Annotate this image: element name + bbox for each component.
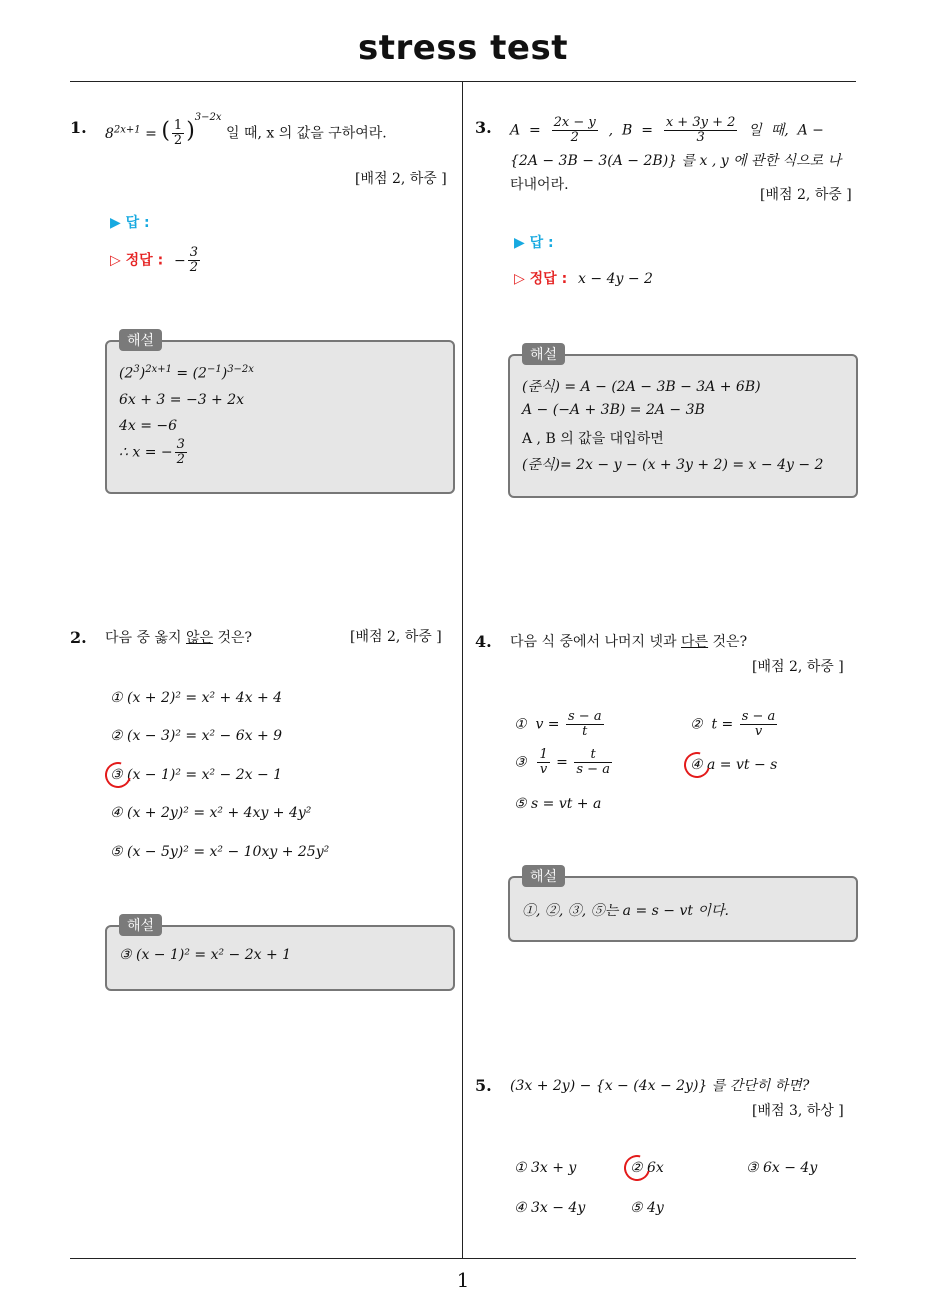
q4-option-5[interactable]: ⑤ s = vt + a [514,796,602,812]
q1-correct [110,246,202,275]
q2-text: 다음 중 옳지 않은 것은? [105,630,253,646]
q2-meta: [배점 2, 하중 ] [350,629,442,645]
q3-correct-value: x − 4y − 2 [578,271,653,287]
q4-option-4[interactable]: ④ a = vt − s [690,757,778,773]
q3-exp-line-4: (준식)= 2x − y − (x + 3y + 2) = x − 4y − 2 [522,457,824,473]
q1-text: $8^{2x+1}$ = ( $\frac{1}{2}$ )$^{3-2x}$ 일 때, x 의 값을 구하여라. [105,112,387,149]
q2-exp-line-1: ③ (x − 1)² = x² − 2x + 1 [119,947,292,963]
q1-correct-value: − $\frac{3}{2}$ [174,245,199,275]
q1-correct-label: ▷ 정답 : [110,252,164,269]
q3-exp-line-1: (준식) = A − (2A − 3B − 3A + 6B) [522,379,761,395]
q2-explanation-box [105,918,455,991]
q3-line-3: 타내어라. [510,177,569,193]
q3-meta: [배점 2, 하중 ] [760,187,852,203]
column-divider [462,82,463,1258]
q3-correct [514,268,653,288]
q3-explanation-box [508,347,858,498]
q4-explanation-tag: 해설 [522,865,565,887]
page-number: 1 [456,1268,470,1292]
q2-option-3[interactable]: ③ (x − 1)² = x² − 2x − 1 [110,767,283,783]
q5-number: 5. [475,1076,492,1095]
q1-exp-line-4: ∴ x = − $\frac{3}{2}$ [119,437,185,467]
q3-number: 3. [475,118,492,137]
q4-answer-mark [679,747,715,783]
q2-option-2[interactable]: ② (x − 3)² = x² − 6x + 9 [110,728,283,744]
q4-option-3[interactable]: ③ $\frac{1}{v}$ = $\frac{t}{s - a}$ [514,747,610,777]
q1-exp-line-2: 6x + 3 = −3 + 2x [119,392,245,408]
q3-exp-line-2: A − (−A + 3B) = 2A − 3B [522,402,705,418]
q1-meta: [배점 2, 하중 ] [355,171,447,187]
top-rule [70,81,856,82]
bottom-rule [70,1258,856,1259]
q1-explanation-box [105,333,455,494]
q1-exp-line-1: $(2^3)^{2x+1} = (2^{-1})^{3-2x}$ [119,364,254,382]
q4-explanation-box [508,869,858,942]
q5-option-4[interactable]: ④ 3x − 4y [514,1200,586,1216]
q1-exp-line-3: 4x = −6 [119,418,178,434]
q3-exp-line-3: A , B 의 값을 대입하면 [522,431,664,447]
q4-text: 다음 식 중에서 나머지 넷과 다른 것은? [510,634,748,650]
q4-option-2[interactable]: ② t = $\frac{s - a}{v}$ [690,709,776,739]
q2-option-4[interactable]: ④ (x + 2y)² = x² + 4xy + 4y² [110,805,312,821]
q3-explanation-tag: 해설 [522,343,565,365]
q4-exp-line-1: ①, ②, ③, ⑤는 a = s − vt 이다. [522,903,729,919]
q5-option-2[interactable]: ② 6x [630,1160,664,1176]
q2-number: 2. [70,628,87,647]
q3-line-1: A = $\frac{2x - y}{2}$ , B = $\frac{x + 3y + 2}{3}$ 일 때, A − [510,115,824,145]
q4-number: 4. [475,632,492,651]
page-title: stress test [358,28,568,68]
q1-text-tail: 일 때, x 의 값을 구하여라. [225,125,387,142]
q4-meta: [배점 2, 하중 ] [752,659,844,675]
q1-explanation-tag: 해설 [119,329,162,351]
q5-meta: [배점 3, 하상 ] [752,1103,844,1119]
q3-line-2: {2A − 3B − 3(A − 2B)} 를 x , y 에 관한 식으로 나 [510,153,842,169]
q2-explanation-tag: 해설 [119,914,162,936]
q5-option-1[interactable]: ① 3x + y [514,1160,577,1176]
q5-answer-mark [619,1150,655,1186]
q1-number: 1. [70,118,87,137]
q5-text: (3x + 2y) − {x − (4x − 2y)} 를 간단히 하면? [510,1078,810,1094]
q3-answer-label: ▶ 답 : [514,235,554,251]
q2-option-1[interactable]: ① (x + 2)² = x² + 4x + 4 [110,690,283,706]
q3-correct-label: ▷ 정답 : [514,271,568,287]
q5-option-5[interactable]: ⑤ 4y [630,1200,664,1216]
q2-answer-mark [100,757,136,793]
q2-option-5[interactable]: ⑤ (x − 5y)² = x² − 10xy + 25y² [110,844,330,860]
q5-option-3[interactable]: ③ 6x − 4y [746,1160,818,1176]
q1-answer-label: ▶ 답 : [110,215,150,231]
q4-option-1[interactable]: ① v = $\frac{s - a}{t}$ [514,709,602,739]
